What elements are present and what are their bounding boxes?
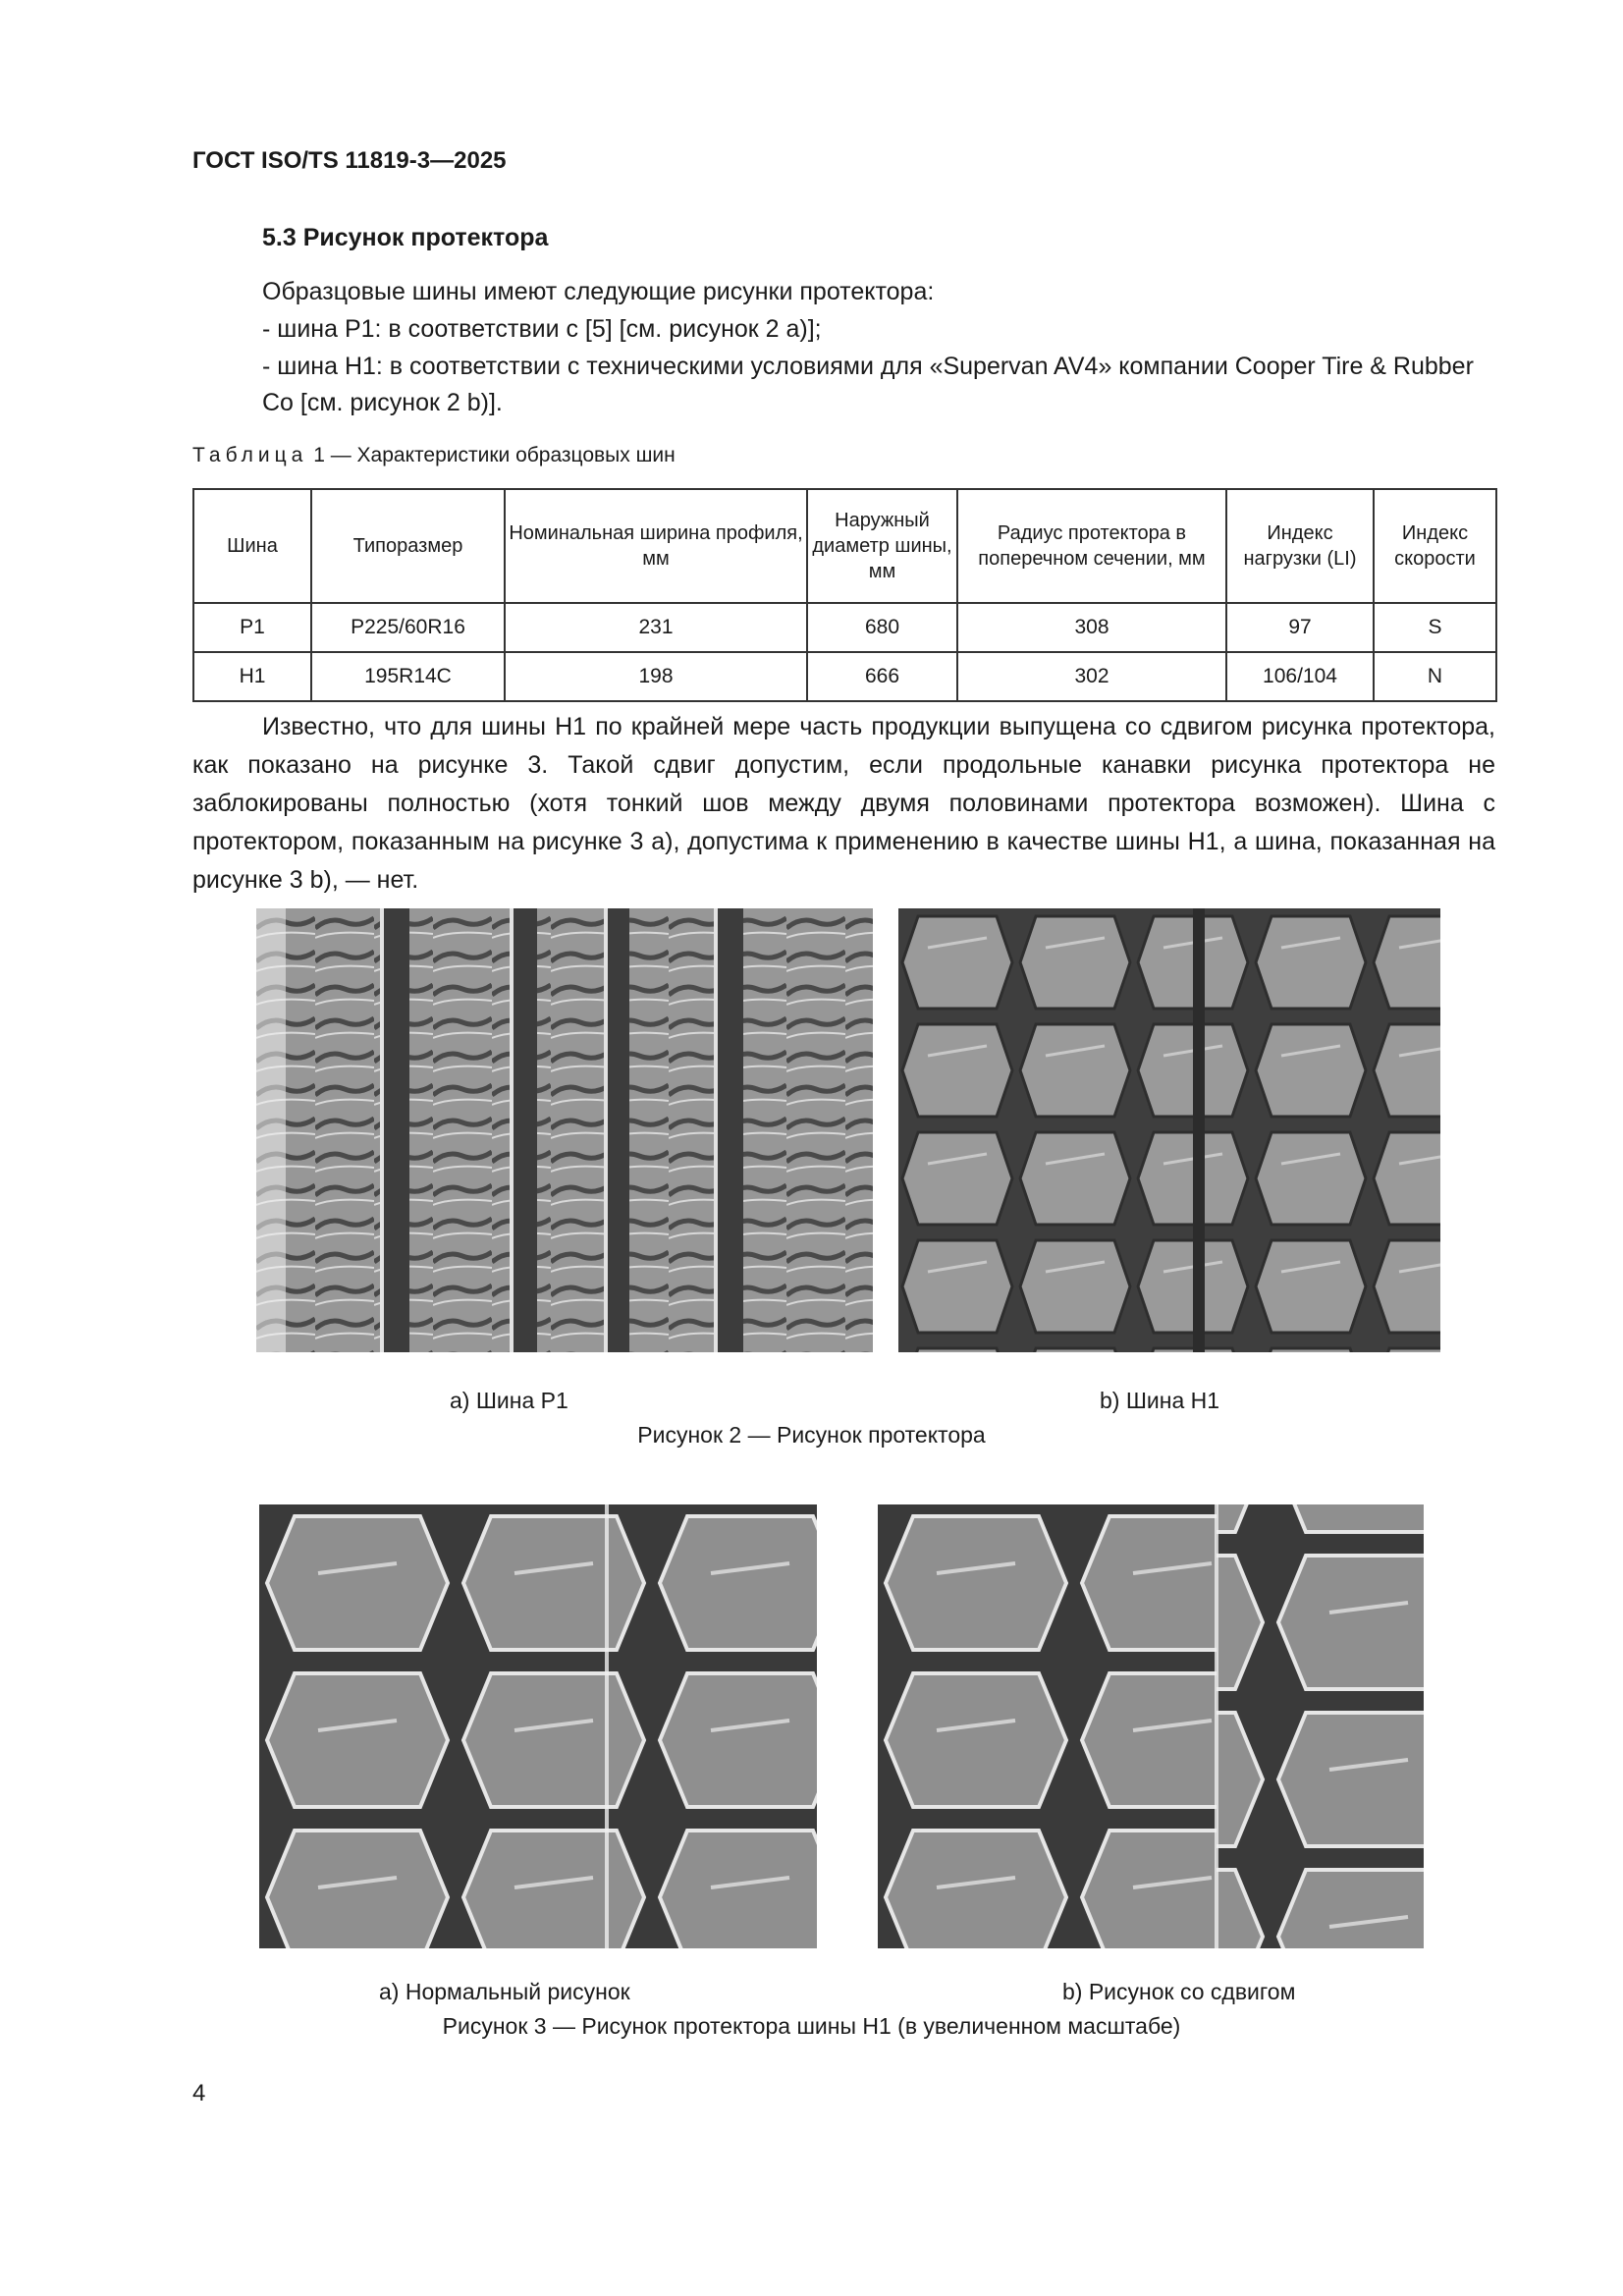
table-header: Шина — [193, 489, 311, 603]
table-header-row — [193, 489, 1496, 603]
document-header: ГОСТ ISO/TS 11819-3—2025 — [192, 147, 507, 174]
tread-p1-svg — [256, 908, 873, 1352]
table-header: Индекс нагрузки (LI) — [1226, 489, 1374, 603]
table-cell: N — [1374, 652, 1496, 701]
figure2-subcaption-a: a) Шина P1 — [450, 1388, 568, 1413]
table-header: Индекс скорости — [1374, 489, 1496, 603]
figure3-subcaption-a: a) Нормальный рисунок — [379, 1979, 630, 2004]
table-caption — [192, 444, 676, 467]
tread-normal-svg — [259, 1504, 817, 1948]
tread-image-normal — [259, 1504, 817, 1948]
table-cell: 106/104 — [1226, 652, 1374, 701]
table-row — [193, 652, 1496, 701]
table-header: Радиус протектора в поперечном сечении, мм — [957, 489, 1226, 603]
table-caption-prefix: Таблица — [192, 444, 308, 466]
table-header: Типоразмер — [311, 489, 505, 603]
table-row — [193, 603, 1496, 652]
table-cell: 302 — [957, 652, 1226, 701]
tread-h1-svg — [898, 908, 1440, 1352]
table-cell: P1 — [193, 603, 311, 652]
tire-characteristics-table — [192, 488, 1497, 702]
tread-image-p1 — [256, 908, 873, 1352]
tread-shifted-svg — [878, 1504, 1424, 1948]
table-cell: 680 — [807, 603, 957, 652]
section-title: 5.3 Рисунок протектора — [262, 224, 549, 251]
body-paragraph — [192, 708, 1495, 900]
table-cell: 97 — [1226, 603, 1374, 652]
section-intro: Образцовые шины имеют следующие рисунки протектора: — [262, 278, 935, 305]
table-cell: S — [1374, 603, 1496, 652]
table-cell: 308 — [957, 603, 1226, 652]
figure3-caption: Рисунок 3 — Рисунок протектора шины H1 (в увеличенном масштабе) — [442, 2013, 1181, 2039]
table-cell: 195R14C — [311, 652, 505, 701]
list-item-p1: - шина P1: в соответствии с [5] [см. рисунок 2 а)]; — [262, 315, 822, 343]
page-number: 4 — [192, 2080, 206, 2106]
list-item-h1: - шина H1: в соответствии с техническими условиями для «Supervan AV4» компании Cooper Tire & Rubber Co [см. рисунок 2 b)]. — [262, 353, 1474, 416]
table-cell: 231 — [505, 603, 807, 652]
table-header: Номинальная ширина профиля, мм — [505, 489, 807, 603]
figure2-subcaption-b: b) Шина H1 — [1100, 1388, 1220, 1413]
figure3-subcaption-b: b) Рисунок со сдвигом — [1062, 1979, 1296, 2004]
table-cell: P225/60R16 — [311, 603, 505, 652]
tread-image-shifted — [878, 1504, 1424, 1948]
tread-image-h1 — [898, 908, 1440, 1352]
table-cell: 198 — [505, 652, 807, 701]
table-cell: 666 — [807, 652, 957, 701]
table-cell: H1 — [193, 652, 311, 701]
table-caption-text: 1 — Характеристики образцовых шин — [313, 444, 676, 466]
table-header: Наружный диаметр шины, мм — [807, 489, 957, 603]
body-paragraph-text: Известно, что для шины H1 по крайней мере часть продукции выпущена со сдвигом рисунка протектора, как показано на рисунке 3. Такой сдвиг допустим, если продольные канавки рисунка протектора не заблокированы полностью (хотя тонкий шов между двумя половинами протектора возможен). Шина с протектором, показанным на рисунке 3 а), допустима к применению в качестве шины H1, а шина, показанная на рисунке 3 b), — нет. — [192, 713, 1495, 894]
figure2-caption: Рисунок 2 — Рисунок протектора — [637, 1422, 986, 1448]
